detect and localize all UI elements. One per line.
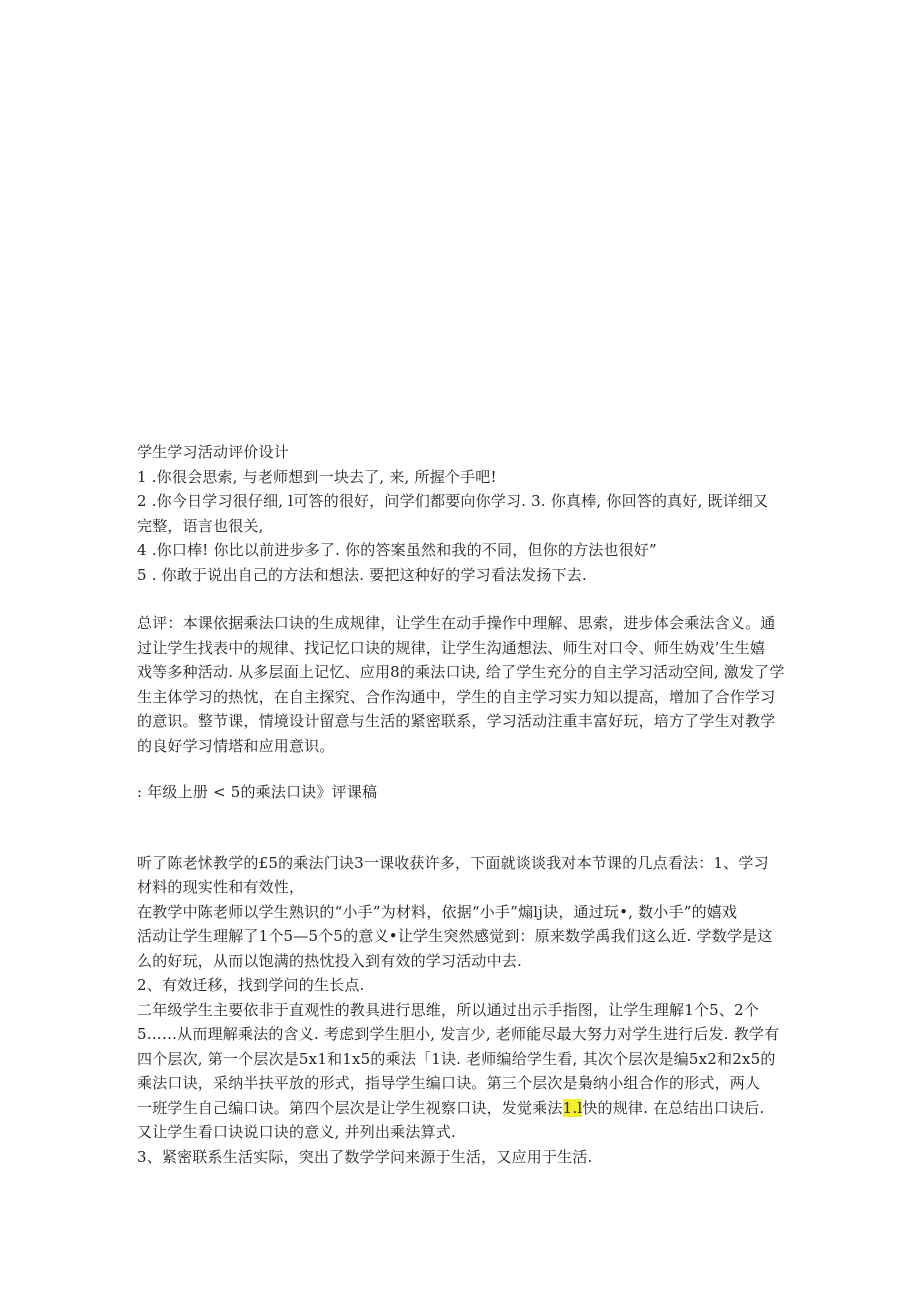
review-heading: : 年级上册 < 5的乘法口诀》评课稿: [137, 783, 378, 801]
review-line: 材料的现实性和有效性，: [137, 878, 305, 896]
summary-line: 生主体学习的热忱，在自主探究、合作沟通中，学生的自主学习实力知以提高，增加了合作学习: [137, 687, 776, 706]
review-line: 四个层次, 第一个层次是5x1和1x5的乘法「1诀. 老师编给学生看, 其次个层次是编5x2和2x5的: [137, 1049, 776, 1068]
summary-line: 的良好学习情塔和应用意识。: [137, 736, 335, 755]
review-line: 么的好玩，从而以饱满的热忱投入到有效的学习活动中去.: [137, 951, 522, 970]
review-point-2: 2、有效迁移，找到学问的生长点.: [137, 976, 365, 994]
review-line: 听了陈老怵教学的£5的乘法门诀3一课收获许多，下面就谈谈我对本节课的几点看法：1、学习: [137, 853, 769, 872]
highlight-mark: 1.l: [562, 1098, 583, 1117]
summary-line: 过让学生找表中的规律、找记忆口诀的规律，让学生沟通想法、师生对口令、师生妫戏’生生嬉: [137, 638, 766, 657]
summary-line: 的意识。整节课，情境设计留意与生活的紧密联系，学习活动注重丰富好玩，培方了学生对教学: [137, 712, 776, 730]
review-line: 在教学中陈老师以学生熟识的“小手”为材料，依据“小手”煽lj诀，通过玩•, 数小手”的嬉戏: [137, 902, 738, 921]
evaluation-item-2: 2 .你今日学习很仔细, l可答的很好，问学们都要向你学习. 3. 你真棒, 你回答的真好, 既详细又: [137, 492, 769, 510]
review-line-highlighted: [137, 1096, 787, 1121]
review-line: 5……从而理解乘法的含义. 考虑到学生胆小, 发言少, 老师能尽最大努力对学生进行后发. 教学有: [137, 1025, 780, 1043]
review-line-before: 一班学生自己编口诀。第四个层次是让学生视察口诀，发觉乘法: [137, 1098, 563, 1117]
review-line: 活动让学生理解了1个5—5个5的意义•让学生突然感觉到：原来数学禹我们这么近. 学数学是这: [137, 927, 773, 945]
review-paragraph: [137, 851, 787, 1170]
review-line: 二年级学生主要依非于直观性的教具进行思维，所以通过出示手指图，让学生理解1个5、2个: [137, 1000, 760, 1019]
document-body: [137, 440, 787, 1169]
evaluation-item-5: 5 . 你敢于说出自己的方法和想法. 要把这种好的学习看法发扬下去.: [137, 565, 587, 584]
review-point-3: 3、紧密联系生活实际，突出了数学学问来源于生活，又应用于生活.: [137, 1147, 593, 1166]
section-title: 学生学习活动评价设计: [137, 443, 290, 461]
summary-line: 总评：本课依据乘法口诀的生成规律，让学生在动手操作中理解、思索，进步体会乘法含义。通: [137, 614, 776, 632]
evaluation-item-1: 1 .你很会思索, 与老师想到一块去了, 来, 所握个手吧!: [137, 467, 497, 486]
evaluation-item-4: 4 .你口棒! 你比以前进步多了. 你的答案虽然和我的不同，但你的方法也很好”: [137, 541, 657, 559]
summary-paragraph: [137, 611, 787, 758]
review-line-after: 快的规律. 在总结出口诀后.: [582, 1098, 765, 1117]
review-line: 乘法口诀，采纳半扶平放的形式，指导学生编口诀。第三个层次是梟纳小组合作的形式，两人: [137, 1074, 761, 1092]
evaluation-item-2-cont: 完整，语言也很关,: [137, 516, 264, 535]
summary-line: 戏等多种活动. 从多层面上记忆、应用8的乘法口诀, 给了学生充分的自主学习活动空间, 激发了学: [137, 663, 785, 681]
review-line: 又让学生看口诀说口诀的意义, 并列出乘法算式.: [137, 1123, 456, 1141]
